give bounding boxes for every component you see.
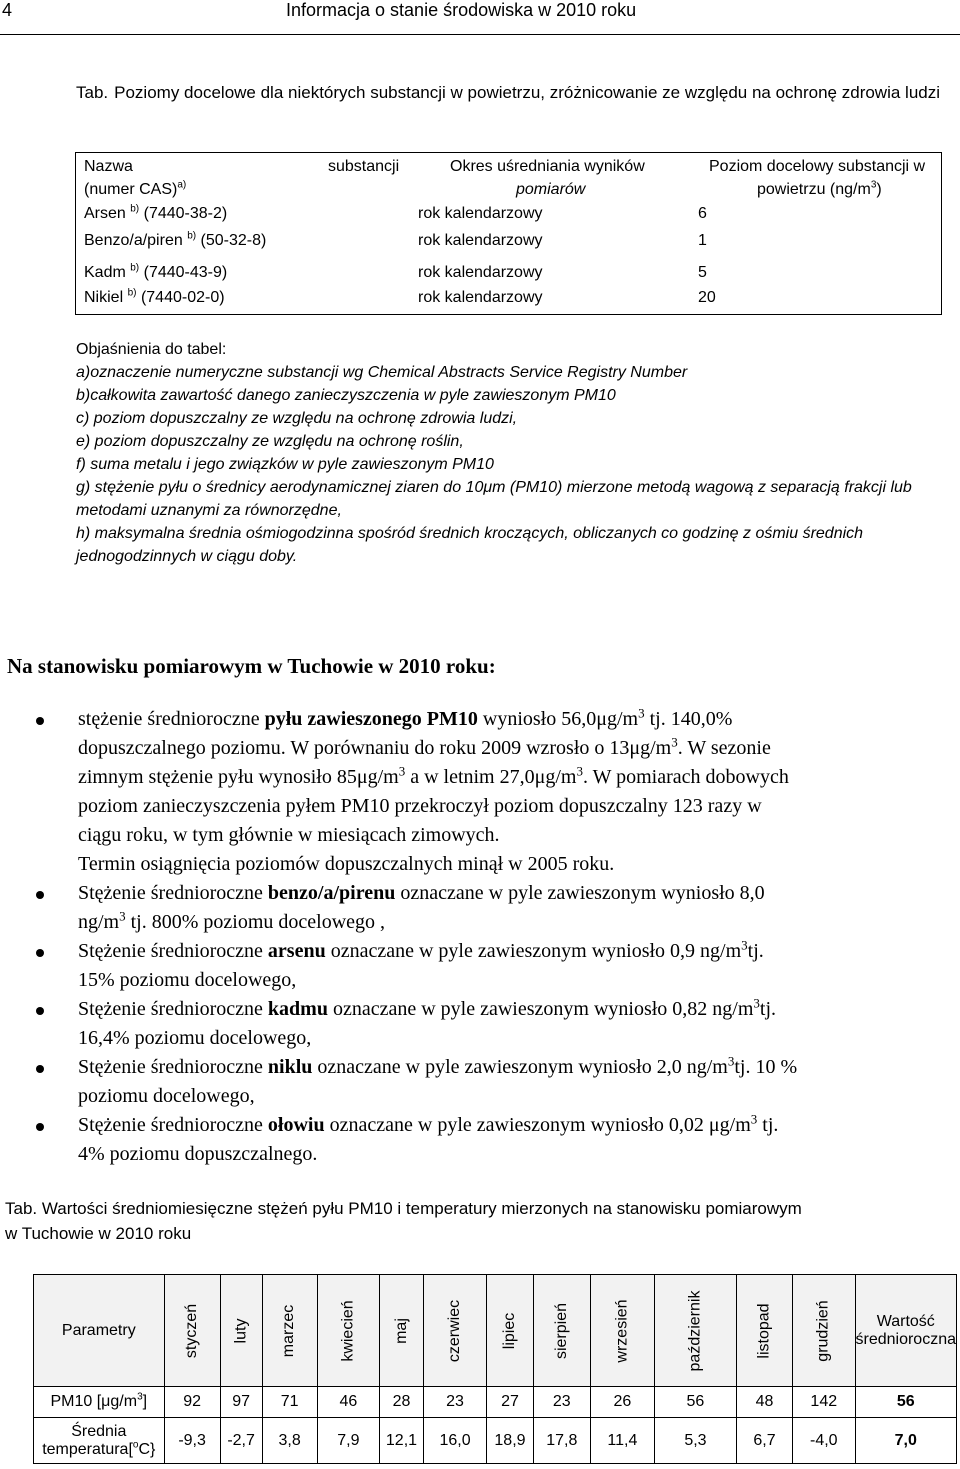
table1-row-name bbox=[84, 232, 266, 250]
bullet-line bbox=[78, 763, 958, 792]
row-label bbox=[34, 1387, 165, 1418]
table1-row-name bbox=[84, 264, 227, 282]
target-levels-table bbox=[75, 152, 942, 315]
avg-header bbox=[855, 1275, 957, 1387]
bullet-dot bbox=[36, 1007, 44, 1015]
table1-row-value: 6 bbox=[698, 205, 707, 222]
bullet-line: poziomu docelowego, bbox=[78, 1085, 255, 1107]
month-label: czerwiec bbox=[446, 1299, 464, 1362]
table2-header-row bbox=[34, 1275, 957, 1387]
table1-row-value: 1 bbox=[698, 232, 707, 249]
text-run: Stężenie średnioroczne bbox=[78, 1114, 268, 1136]
bullet-line: 15% poziomu docelowego, bbox=[78, 969, 297, 991]
month-label: sierpień bbox=[552, 1302, 570, 1359]
month-header bbox=[654, 1275, 736, 1387]
month-header bbox=[380, 1275, 424, 1387]
cell: -9,3 bbox=[164, 1418, 220, 1464]
text-run: . W sezonie bbox=[677, 737, 771, 759]
param-header: Parametry bbox=[34, 1275, 165, 1387]
cell: -4,0 bbox=[793, 1418, 855, 1464]
avg-cell: 56 bbox=[855, 1387, 957, 1418]
text-run-bold: niklu bbox=[267, 1056, 313, 1078]
table1-row-period: rok kalendarzowy bbox=[418, 205, 543, 222]
superscript: 3 bbox=[638, 705, 645, 721]
bullet-line: 16,4% poziomu docelowego, bbox=[78, 1027, 312, 1049]
text-run: tj. bbox=[747, 940, 764, 962]
superscript: 3 bbox=[671, 734, 678, 750]
cell: 26 bbox=[590, 1387, 654, 1418]
text-run: Stężenie średnioroczne bbox=[78, 882, 268, 904]
text-run: tj. bbox=[757, 1114, 779, 1136]
cell: 48 bbox=[736, 1387, 792, 1418]
col1-header-c-text: (numer CAS) bbox=[84, 181, 178, 198]
superscript: 3 bbox=[750, 1111, 758, 1127]
text-run: oznaczane w pyle zawieszonym wyniosło 0,02 μg/m bbox=[324, 1114, 751, 1136]
bullet-dot bbox=[36, 1123, 44, 1131]
row-sup: b) bbox=[130, 203, 140, 215]
text-run: oznaczane w pyle zawieszonym wyniosło 2,0 ng/m bbox=[312, 1056, 728, 1078]
month-label: luty bbox=[232, 1318, 250, 1343]
text-run-bold: kadmu bbox=[267, 998, 328, 1020]
cell: 11,4 bbox=[590, 1418, 654, 1464]
text-run-bold: ołowiu bbox=[267, 1114, 325, 1136]
text-run: wyniosło 56,0μg/m bbox=[477, 708, 639, 730]
row-label-text: PM10 [μg/m bbox=[50, 1393, 138, 1410]
superscript: 3 bbox=[576, 763, 583, 779]
row-cas: (7440-38-2) bbox=[143, 205, 228, 222]
cell: 16,0 bbox=[423, 1418, 486, 1464]
table2-caption-line2: w Tuchowie w 2010 roku bbox=[5, 1224, 192, 1243]
month-label: listopad bbox=[755, 1302, 773, 1359]
bullet-olow bbox=[78, 1111, 958, 1169]
row-cas: (7440-43-9) bbox=[143, 264, 228, 281]
month-header bbox=[487, 1275, 534, 1387]
note-item: metodami uznanymi za równorzędne, bbox=[76, 502, 342, 519]
col2-header-a: Okres uśredniania wyników bbox=[450, 158, 645, 175]
table1-row-period: rok kalendarzowy bbox=[418, 264, 543, 281]
col3-header-sup: 3 bbox=[870, 179, 877, 191]
cell: 23 bbox=[533, 1387, 590, 1418]
cell: 142 bbox=[793, 1387, 855, 1418]
text-run: tj. 10 % bbox=[734, 1056, 798, 1078]
avg-cell: 7,0 bbox=[855, 1418, 957, 1464]
row-sup: b) bbox=[187, 230, 197, 242]
running-title: Informacja o stanie środowiska w 2010 roku bbox=[286, 0, 637, 20]
avg-header-line1: Wartość bbox=[876, 1312, 935, 1330]
text-run: . W pomiarach dobowych bbox=[582, 766, 789, 788]
note-item: a)oznaczenie numeryczne substancji wg Chemical Abstracts Service Registry Number bbox=[76, 364, 688, 381]
superscript: 3 bbox=[398, 763, 406, 779]
bullet-line bbox=[78, 879, 958, 908]
note-item: g) stężenie pyłu o średnicy aerodynamicznej ziaren do 10μm (PM10) mierzone metodą wagową z separacją frakcji lub bbox=[76, 479, 912, 496]
text-run: Stężenie średnioroczne bbox=[78, 998, 268, 1020]
cell: 17,8 bbox=[533, 1418, 590, 1464]
cell: 92 bbox=[164, 1387, 220, 1418]
row-label-line1: Średnia bbox=[71, 1422, 127, 1440]
note-item: f) suma metalu i jego związków w pyle zawieszonym PM10 bbox=[76, 456, 494, 473]
row-substance: Kadm bbox=[84, 264, 126, 281]
table1-row-name bbox=[84, 289, 225, 307]
avg-header-line2: średnioroczna bbox=[855, 1330, 956, 1348]
cell: 56 bbox=[654, 1387, 736, 1418]
bullet-line bbox=[78, 1053, 958, 1082]
bullet-line bbox=[78, 908, 958, 937]
superscript: 3 bbox=[727, 1053, 735, 1069]
section-subtitle: Na stanowisku pomiarowym w Tuchowie w 2010 roku: bbox=[7, 654, 496, 678]
cell: -2,7 bbox=[220, 1418, 262, 1464]
table2-row-temperature bbox=[34, 1418, 957, 1464]
bullet-line bbox=[78, 734, 958, 763]
month-header bbox=[317, 1275, 379, 1387]
text-run: Stężenie średnioroczne bbox=[78, 940, 268, 962]
cell: 12,1 bbox=[380, 1418, 424, 1464]
note-item: h) maksymalna średnia ośmiogodzinna spośród średnich kroczących, obliczanych co godzinę z ośmiu średnich bbox=[76, 525, 864, 542]
cell: 97 bbox=[220, 1387, 262, 1418]
superscript: 3 bbox=[119, 908, 126, 924]
month-label: styczeń bbox=[183, 1303, 201, 1358]
bullet-line: poziom zanieczyszczenia pyłem PM10 przekroczył poziom dopuszczalny 123 razy w bbox=[78, 795, 762, 817]
row-cas: (7440-02-0) bbox=[140, 289, 225, 306]
month-label: grudzień bbox=[814, 1299, 832, 1362]
bullet-line bbox=[78, 1111, 958, 1140]
bullet-nikiel bbox=[78, 1053, 958, 1111]
cell: 5,3 bbox=[654, 1418, 736, 1464]
text-run: oznaczane w pyle zawieszonym wyniosło 0,9 ng/m bbox=[325, 940, 742, 962]
month-label: lipiec bbox=[500, 1312, 518, 1349]
text-run: tj. bbox=[759, 998, 777, 1020]
bullet-kadm bbox=[78, 995, 958, 1053]
text-run: a w letnim 27,0μg/m bbox=[405, 766, 577, 788]
bullet-dot bbox=[36, 891, 44, 899]
month-label: marzec bbox=[280, 1304, 298, 1357]
col1-header-c bbox=[84, 181, 186, 199]
superscript: 3 bbox=[741, 937, 748, 953]
month-label: wrzesień bbox=[613, 1298, 631, 1363]
table1-row-value: 5 bbox=[698, 264, 707, 281]
col3-header-c: ) bbox=[876, 181, 882, 198]
row-label-end: ] bbox=[142, 1393, 148, 1410]
col1-header-b: substancji bbox=[328, 158, 400, 175]
text-run: oznaczane w pyle zawieszonym wyniosło 0,82 ng/m bbox=[327, 998, 754, 1020]
table1-caption-prefix: Tab. bbox=[76, 83, 109, 102]
bullet-dot bbox=[36, 949, 44, 957]
cell: 6,7 bbox=[736, 1418, 792, 1464]
col2-header-b: pomiarów bbox=[516, 181, 586, 198]
month-header bbox=[164, 1275, 220, 1387]
header-divider bbox=[0, 34, 960, 35]
table2-caption bbox=[5, 1196, 935, 1246]
row-cas: (50-32-8) bbox=[200, 232, 267, 249]
row-substance: Benzo/a/piren bbox=[84, 232, 183, 249]
row-label bbox=[34, 1418, 165, 1464]
bullet-line: Termin osiągnięcia poziomów dopuszczalnych minął w 2005 roku. bbox=[78, 853, 615, 875]
row-label-sup: o bbox=[132, 1439, 139, 1451]
cell: 7,9 bbox=[317, 1418, 379, 1464]
bullet-arsen bbox=[78, 937, 958, 995]
monthly-values-table bbox=[33, 1274, 957, 1464]
month-header bbox=[220, 1275, 262, 1387]
note-item: b)całkowita zawartość danego zanieczyszczenia w pyle zawieszonym PM10 bbox=[76, 387, 616, 404]
col1-header-a: Nazwa bbox=[84, 158, 133, 175]
text-run: zimnym stężenie pyłu wynosiło 85μg/m bbox=[78, 766, 399, 788]
row-substance: Arsen bbox=[84, 205, 126, 222]
bullet-line: ciągu roku, w tym głównie w miesiącach zimowych. bbox=[78, 824, 500, 846]
row-sup: b) bbox=[127, 287, 137, 299]
note-item: jednogodzinnych w ciągu doby. bbox=[76, 548, 298, 565]
page-number: 4 bbox=[2, 0, 13, 20]
bullet-line bbox=[78, 937, 958, 966]
cell: 3,8 bbox=[262, 1418, 317, 1464]
col1-header-sup: a) bbox=[177, 179, 187, 191]
text-run: tj. 800% poziomu docelowego , bbox=[125, 911, 386, 933]
notes-title: Objaśnienia do tabel: bbox=[76, 341, 227, 358]
col3-header-a: Poziom docelowy substancji w bbox=[709, 158, 926, 175]
text-run: tj. 140,0% bbox=[644, 708, 733, 730]
col3-header-b bbox=[757, 181, 882, 199]
month-label: maj bbox=[392, 1317, 410, 1344]
month-header bbox=[423, 1275, 486, 1387]
month-label: kwiecień bbox=[339, 1299, 357, 1362]
cell: 27 bbox=[487, 1387, 534, 1418]
month-label: październik bbox=[686, 1290, 704, 1371]
table1-row-name bbox=[84, 205, 227, 223]
table2-caption-line1: Tab. Wartości średniomiesięczne stężeń pyłu PM10 i temperatury mierzonych na stanowisku pomiarowym bbox=[5, 1199, 802, 1218]
text-run-bold: arsenu bbox=[267, 940, 326, 962]
table1-row-period: rok kalendarzowy bbox=[418, 289, 543, 306]
col3-header-b-text: powietrzu (ng/m bbox=[757, 181, 871, 198]
month-header bbox=[736, 1275, 792, 1387]
cell: 18,9 bbox=[487, 1418, 534, 1464]
text-run: ng/m bbox=[78, 911, 120, 933]
month-header bbox=[793, 1275, 855, 1387]
month-header bbox=[590, 1275, 654, 1387]
table1-row-period: rok kalendarzowy bbox=[418, 232, 543, 249]
cell: 46 bbox=[317, 1387, 379, 1418]
row-sup: b) bbox=[130, 262, 140, 274]
row-label-text: temperatura[ bbox=[42, 1440, 133, 1458]
month-header bbox=[262, 1275, 317, 1387]
cell: 23 bbox=[423, 1387, 486, 1418]
row-substance: Nikiel bbox=[84, 289, 124, 306]
bullet-line bbox=[78, 995, 958, 1024]
superscript: 3 bbox=[753, 995, 760, 1011]
table1-row-value: 20 bbox=[698, 289, 716, 306]
row-label-line2 bbox=[34, 1441, 164, 1459]
bullet-line bbox=[78, 705, 958, 734]
text-run: stężenie średnioroczne bbox=[78, 708, 265, 730]
bullet-pm10 bbox=[78, 705, 958, 879]
row-label-end: C} bbox=[138, 1440, 156, 1458]
text-run-bold: benzo/a/pirenu bbox=[267, 882, 396, 904]
table1-caption-text: Poziomy docelowe dla niektórych substancji w powietrzu, zróżnicowanie ze względu na ochronę zdrowia ludzi bbox=[114, 83, 941, 102]
table-notes bbox=[76, 338, 956, 568]
note-item: c) poziom dopuszczalny ze względu na ochronę zdrowia ludzi, bbox=[76, 410, 518, 427]
cell: 71 bbox=[262, 1387, 317, 1418]
bullet-dot bbox=[36, 717, 44, 725]
bullet-benzo bbox=[78, 879, 958, 937]
month-header bbox=[533, 1275, 590, 1387]
text-run: Stężenie średnioroczne bbox=[78, 1056, 268, 1078]
text-run: oznaczane w pyle zawieszonym wyniosło 8,0 bbox=[395, 882, 765, 904]
row-label-sup: 3 bbox=[137, 1391, 143, 1403]
note-item: e) poziom dopuszczalny ze względu na ochronę roślin, bbox=[76, 433, 464, 450]
table1-caption bbox=[76, 80, 956, 105]
text-run-bold: pyłu zawieszonego PM10 bbox=[264, 708, 478, 730]
bullet-dot bbox=[36, 1065, 44, 1073]
bullet-line: 4% poziomu dopuszczalnego. bbox=[78, 1143, 318, 1165]
table2-row-pm10 bbox=[34, 1387, 957, 1418]
text-run: dopuszczalnego poziomu. W porównaniu do roku 2009 wzrosło o 13μg/m bbox=[78, 737, 672, 759]
cell: 28 bbox=[380, 1387, 424, 1418]
